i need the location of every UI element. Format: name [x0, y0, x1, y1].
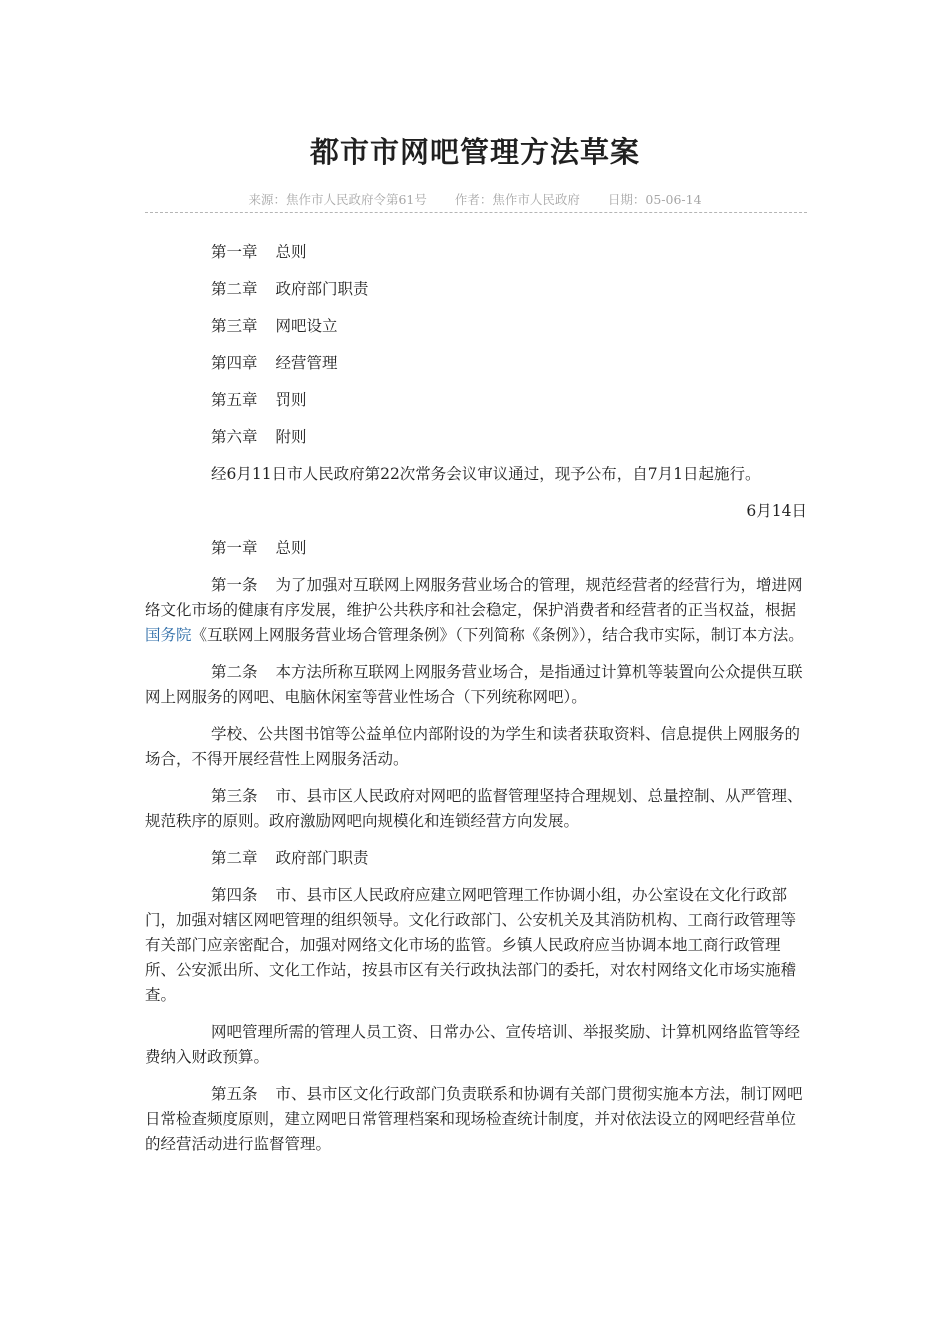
chapter-number: 第二章 — [211, 849, 258, 867]
article-text: 市、县市区文化行政部门负责联系和协调有关部门贯彻实施本方法，制订网吧日常检查频度原则，建立网吧日常管理档案和现场检查统计制度，并对依法设立的网吧经营单位的经营活动进行监督管理。 — [145, 1085, 803, 1153]
toc-title: 政府部门职责 — [275, 280, 369, 298]
article-2-paragraph-2: 学校、公共图书馆等公益单位内部附设的为学生和读者获取资料、信息提供上网服务的场合，不得开展经营性上网服务活动。 — [145, 725, 801, 768]
article-label: 第四条 — [211, 886, 258, 904]
state-council-link[interactable]: 国务院 — [145, 626, 192, 644]
announcement-text: 经6月11日市人民政府第22次常务会议审议通过，现予公布，自7月1日起施行。 — [211, 465, 761, 483]
article-4 — [145, 883, 807, 1008]
toc-item — [145, 277, 807, 302]
article-text: 本方法所称互联网上网服务营业场合，是指通过计算机等装置向公众提供互联网上网服务的网吧、电脑休闲室等营业性场合（下列统称网吧）。 — [145, 663, 803, 706]
meta-source: 来源：焦作市人民政府令第61号 — [248, 192, 427, 207]
toc-item — [145, 388, 807, 413]
toc-item — [145, 314, 807, 339]
article-text: 为了加强对互联网上网服务营业场合的管理，规范经营者的经营行为，增进网络文化市场的健康有序发展，维护公共秩序和社会稳定，保护消费者和经营者的正当权益，根据 — [145, 576, 803, 619]
article-2 — [145, 660, 807, 710]
sign-date: 6月14日 — [746, 502, 807, 520]
meta-author: 作者：焦作市人民政府 — [454, 192, 580, 207]
chapter-title: 政府部门职责 — [275, 849, 369, 867]
article-text: 市、县市区人民政府对网吧的监督管理坚持合理规划、总量控制、从严管理、规范秩序的原则。政府激励网吧向规模化和连锁经营方向发展。 — [145, 787, 803, 830]
chapter-heading — [145, 846, 807, 871]
toc-chapter: 第五章 — [211, 391, 258, 409]
article-label: 第一条 — [211, 576, 258, 594]
toc-chapter: 第六章 — [211, 428, 258, 446]
meta-date: 日期：05-06-14 — [607, 192, 702, 207]
toc-item — [145, 240, 807, 265]
article-1 — [145, 573, 807, 648]
document-title: 都市市网吧管理方法草案 — [309, 135, 640, 169]
article-4-paragraph-2: 网吧管理所需的管理人员工资、日常办公、宣传培训、举报奖励、计算机网络监管等经费纳入财政预算。 — [145, 1023, 801, 1066]
toc-chapter: 第一章 — [211, 243, 258, 261]
toc-chapter: 第四章 — [211, 354, 258, 372]
dashed-divider — [145, 212, 807, 213]
article-label: 第二条 — [211, 663, 258, 681]
document-body — [145, 240, 807, 1169]
article-text: 《互联网上网服务营业场合管理条例》（下列简称《条例》），结合我市实际，制订本方法。 — [191, 626, 804, 644]
article-text: 市、县市区人民政府应建立网吧管理工作协调小组，办公室设在文化行政部门，加强对辖区网吧管理的组织领导。文化行政部门、公安机关及其消防机构、工商行政管理等有关部门应亲密配合，加强对网络文化市场的监管。乡镇人民政府应当协调本地工商行政管理所、公安派出所、文化工作站，按县市区有关行政执法部门的委托，对农村网络文化市场实施稽查。 — [145, 886, 797, 1004]
toc-title: 总则 — [275, 243, 307, 261]
chapter-number: 第一章 — [211, 539, 258, 557]
toc-chapter: 第三章 — [211, 317, 258, 335]
article-label: 第三条 — [211, 787, 258, 805]
article-5 — [145, 1082, 807, 1157]
toc-title: 经营管理 — [275, 354, 338, 372]
chapter-title: 总则 — [275, 539, 307, 557]
toc-item — [145, 351, 807, 376]
toc-chapter: 第二章 — [211, 280, 258, 298]
toc-item — [145, 425, 807, 450]
toc-title: 网吧设立 — [275, 317, 338, 335]
document-meta — [0, 190, 950, 208]
article-3 — [145, 784, 807, 834]
article-label: 第五条 — [211, 1085, 258, 1103]
toc-title: 罚则 — [275, 391, 307, 409]
toc-title: 附则 — [275, 428, 307, 446]
chapter-heading — [145, 536, 807, 561]
